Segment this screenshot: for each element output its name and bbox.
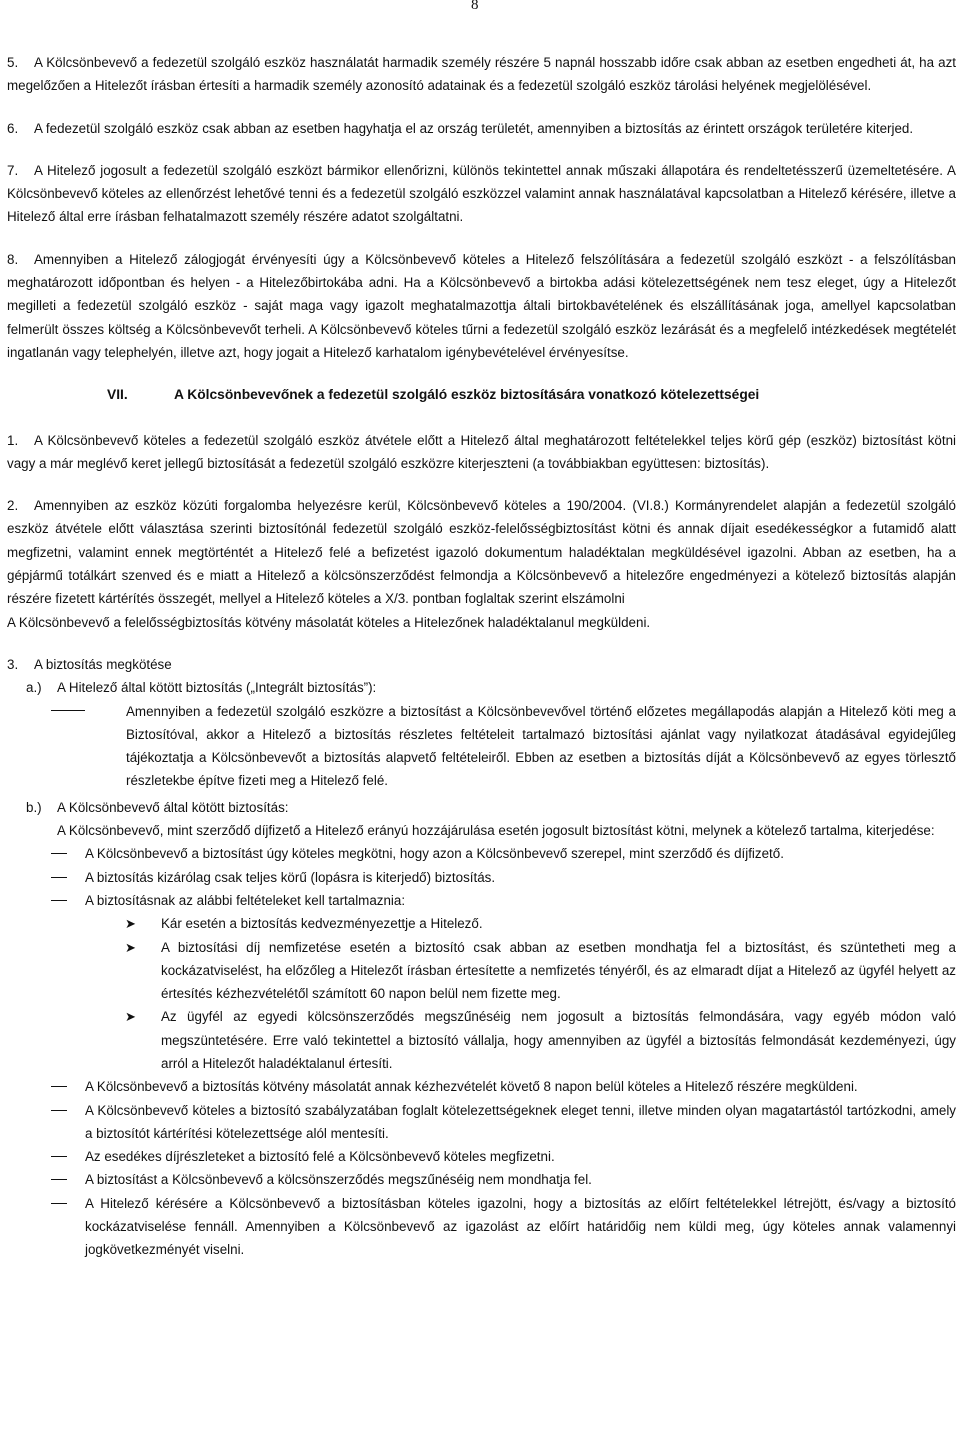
section-item-3 bbox=[7, 653, 956, 1262]
dash-text: Az esedékes díjrészleteket a biztosító felé a Kölcsönbevevő köteles megfizetni. bbox=[85, 1149, 555, 1165]
dash-text: A biztosítást a Kölcsönbevevő a kölcsönszerződés megszűnéséig nem mondhatja fel. bbox=[85, 1172, 592, 1188]
subitem-b-intro: A Kölcsönbevevő, mint szerződő díjfizető a Hitelező erányú hozzájárulása esetén jogosult biztosítást kötni, melynek a kötelező tartalma, kiterjedése: bbox=[57, 823, 935, 839]
paragraph-number: 7. bbox=[7, 162, 19, 178]
arrow-item bbox=[125, 912, 956, 935]
paragraph-number: 1. bbox=[7, 432, 19, 448]
dash-text: A Kölcsönbevevő köteles a biztosító szabályzatában foglalt kötelezettségeknek eleget tenni, illetve minden olyan magatartástól tartózkodni, amely a biztosítót kártérítési kötelezettsége alól mentesíti. bbox=[85, 1102, 956, 1141]
dash-text: A Hitelező kérésére a Kölcsönbevevő a biztosításban köteles igazolni, hogy a biztosítás az előírt feltételekkel létrejött, és/vagy a biztosító kockázatviselése fennáll. Amennyiben a Kölcsönbevevő az igazolást az előírt határidőig nem küldi meg, úgy köteles annak valamennyi jogkövetkezményét viselni. bbox=[85, 1195, 956, 1258]
arrow-item bbox=[125, 936, 956, 1006]
arrow-bullet-icon: ➤ bbox=[125, 916, 136, 932]
arrow-bullet-icon: ➤ bbox=[125, 1009, 136, 1025]
dash-item bbox=[51, 1192, 956, 1262]
dash-item bbox=[51, 866, 956, 889]
paragraph-text: A Kölcsönbevevő a fedezetül szolgáló eszköz használatát harmadik személy részére 5 napnál hosszabb időre csak abban az esetben engedheti át, ha azt megelőzően a Hitelezőt írásban értesíti a harmadik személy azonosító adatainak és a fedezetül szolgáló eszköz tárolási helyének megjelölésével. bbox=[7, 55, 956, 94]
paragraph-text: A Hitelező jogosult a fedezetül szolgáló eszközt bármikor ellenőrizni, különös tekintettel annak műszaki állapotára és rendeltetésszerű üzemeltetésére. A Kölcsönbevevő köteles az ellenőrzést lehetővé tenni és a fedezetül szolgáló eszközzel valamint annak használatával kapcsolatban a Hitelező kérésére, illetve a Hitelező által erre írásban felhatalmazott személy részére adatot szolgáltatni. bbox=[7, 162, 956, 225]
paragraph-number: 2. bbox=[7, 498, 19, 514]
subitem-a bbox=[26, 676, 956, 699]
dash-text: A Kölcsönbevevő a biztosítás kötvény másolatát annak kézhezvételét követő 8 napon belül köteles a Hitelező részére megküldeni. bbox=[85, 1079, 858, 1095]
arrow-text: A biztosítási díj nemfizetése esetén a biztosító csak abban az esetben mondhatja fel a biztosítást, és szüntetheti meg a kockázatviselést, ha előzőleg a Hitelezőt írásban értesítette a nemfizetés tényéről, és az elmaradt díjat a Hitelező az ügyfél helyett az értesítés kézhezvételétől számított 60 napon belül nem fizette meg. bbox=[161, 939, 956, 1002]
page-number: 8 bbox=[471, 0, 479, 13]
arrow-bullet-icon: ➤ bbox=[125, 939, 136, 955]
paragraph-text: Amennyiben a Hitelező zálogjogát érvényesíti úgy a Kölcsönbevevő köteles a Hitelező felszólítására a fedezetül szolgáló eszközt - a felszólításban meghatározott időpontban és helyen - a Hitelezőbirtokába adni. Ha a Kölcsönbevevő a birtokba adási kötelezettségének nem tesz eleget, úgy a Hitelezőt megilleti a fedezetül szolgáló eszköz - saját maga vagy igazolt meghatalmazottja általi birtokbavételének és elszállításának joga, amellyel kapcsolatban felmerült összes költség a Kölcsönbevevőt terheli. A Kölcsönbevevő köteles tűrni a fedezetül szolgáló eszköz lezárását és a megfelelő intézkedések megtételét ingatlanán vagy telephelyén, illetve azt, hogy jogait a Hitelező karhatalom igénybevételével érvényesítse. bbox=[7, 251, 956, 360]
dash-item bbox=[51, 1168, 956, 1191]
paragraph-7 bbox=[7, 159, 956, 229]
dash-text: A biztosításnak az alábbi feltételeket kell tartalmaznia: bbox=[85, 892, 406, 908]
dash-text: Amennyiben a fedezetül szolgáló eszközre a biztosítást a Kölcsönbevevővel történő előzetes megállapodás alapján a Hitelező köti meg a Biztosítóval, akkor a Hitelező a biztosítás részletes feltételeit tartalmazó biztosítási ajánlat vagy nyilatkozat átadásával egyidejűleg tájékoztatja a Kölcsönbevevőt a biztosítás alapvető feltételeiről. Ebben az esetben a biztosítás díját a Kölcsönbevevő az egyes törlesztő részletekbe építve fizeti meg a Hitelező felé. bbox=[126, 703, 956, 789]
subitem-title: A Hitelező által kötött biztosítás („Integrált biztosítás”): bbox=[57, 680, 377, 696]
dash-bullet bbox=[51, 866, 85, 889]
item-3-title: A biztosítás megkötése bbox=[34, 656, 172, 672]
paragraph-6 bbox=[7, 117, 956, 140]
section-title: A Kölcsönbevevőnek a fedezetül szolgáló eszköz biztosítására vonatkozó kötelezettségei bbox=[174, 387, 760, 403]
paragraph-number: 8. bbox=[7, 251, 19, 267]
dash-item bbox=[51, 842, 956, 865]
dash-item bbox=[51, 700, 956, 793]
paragraph-text: A fedezetül szolgáló eszköz csak abban az esetben hagyhatja el az ország területét, amennyiben a biztosítás az érintett országok területére kiterjed. bbox=[34, 120, 914, 136]
arrow-item bbox=[125, 1005, 956, 1075]
paragraph-number: 6. bbox=[7, 120, 19, 136]
section-number: VII. bbox=[107, 387, 128, 403]
paragraph-text: Amennyiben az eszköz közúti forgalomba helyezésre kerül, Kölcsönbevevő köteles a 190/2004. (VI.8.) Kormányrendelet alapján a fedezetül szolgáló eszköz átvétele előtt választása szerinti biztosítónál fedezetül szolgáló eszköz-felelősségbiztosítást kötni és annak díjait esedékességkor a futamidő alatt megfizetni, valamint ennek megtörténtét a Hitelező felé a befizetést igazoló dokumentum haladéktalan megküldésével igazolni. Abban az esetben, ha a gépjármű totálkárt szenved és e miatt a Hitelező a kölcsönszerződést felmondja a Kölcsönbevevő a hitelezőre engedményezi a kötelező biztosítás alapján részére fizetett kártérítés összegét, mellyel a Hitelező köteles a X/3. pontban foglaltak szerint elszámolni bbox=[7, 498, 956, 607]
section-paragraph-1 bbox=[7, 429, 956, 476]
paragraph-text: A Kölcsönbevevő köteles a fedezetül szolgáló eszköz átvétele előtt a Hitelező által meghatározott feltételekkel teljes körű gép (eszköz) biztosítást kötni vagy a már meglévő keret jellegű biztosítását a fedezetül szolgáló eszközre kiterjeszteni (a továbbiakban együttesen: biztosítás). bbox=[7, 432, 956, 471]
section-heading bbox=[7, 383, 956, 406]
dash-bullet bbox=[51, 842, 85, 865]
dash-item bbox=[51, 1145, 956, 1168]
dash-item bbox=[51, 1075, 956, 1098]
section-paragraph-2-extra: A Kölcsönbevevő a felelősségbiztosítás kötvény másolatát köteles a Hitelezőnek haladéktalanul megküldeni. bbox=[7, 614, 651, 630]
dash-text: A biztosítás kizárólag csak teljes körű (lopásra is kiterjedő) biztosítás. bbox=[85, 869, 496, 885]
dash-bullet bbox=[51, 700, 126, 793]
paragraph-number: 5. bbox=[7, 55, 19, 70]
section-paragraph-2 bbox=[7, 494, 956, 610]
arrow-text: Az ügyfél az egyedi kölcsönszerződés megszűnéséig nem jogosult a biztosítás felmondására, vagy egyéb módon való megszüntetésére. Erre való tekintettel a biztosító vállalja, hogy amennyiben az ügyfél a biztosítás felmondását kezdeményezi, úgy arról a Hitelezőt haladéktalanul értesíti. bbox=[161, 1009, 956, 1071]
paragraph-5 bbox=[7, 51, 956, 98]
arrow-text: Kár esetén a biztosítás kedvezményezettje a Hitelező. bbox=[161, 916, 483, 932]
dash-bullet bbox=[51, 1099, 85, 1146]
document-body bbox=[7, 51, 956, 1262]
dash-bullet bbox=[51, 1192, 85, 1262]
dash-bullet bbox=[51, 1145, 85, 1168]
dash-bullet bbox=[51, 1075, 85, 1098]
dash-bullet bbox=[51, 1168, 85, 1191]
paragraph-8 bbox=[7, 248, 956, 364]
paragraph-number: 3. bbox=[7, 656, 19, 672]
dash-bullet bbox=[51, 889, 85, 912]
dash-item bbox=[51, 889, 956, 912]
subitem-title: A Kölcsönbevevő által kötött biztosítás: bbox=[57, 799, 289, 815]
dash-item bbox=[51, 1099, 956, 1146]
item-3-heading bbox=[7, 653, 956, 676]
dash-text: A Kölcsönbevevő a biztosítást úgy köteles megkötni, hogy azon a Kölcsönbevevő szerepel, mint szerződő és díjfizető. bbox=[85, 846, 784, 862]
subitem-label: b.) bbox=[26, 799, 42, 815]
subitem-label: a.) bbox=[26, 680, 42, 696]
subitem-b bbox=[26, 796, 956, 819]
